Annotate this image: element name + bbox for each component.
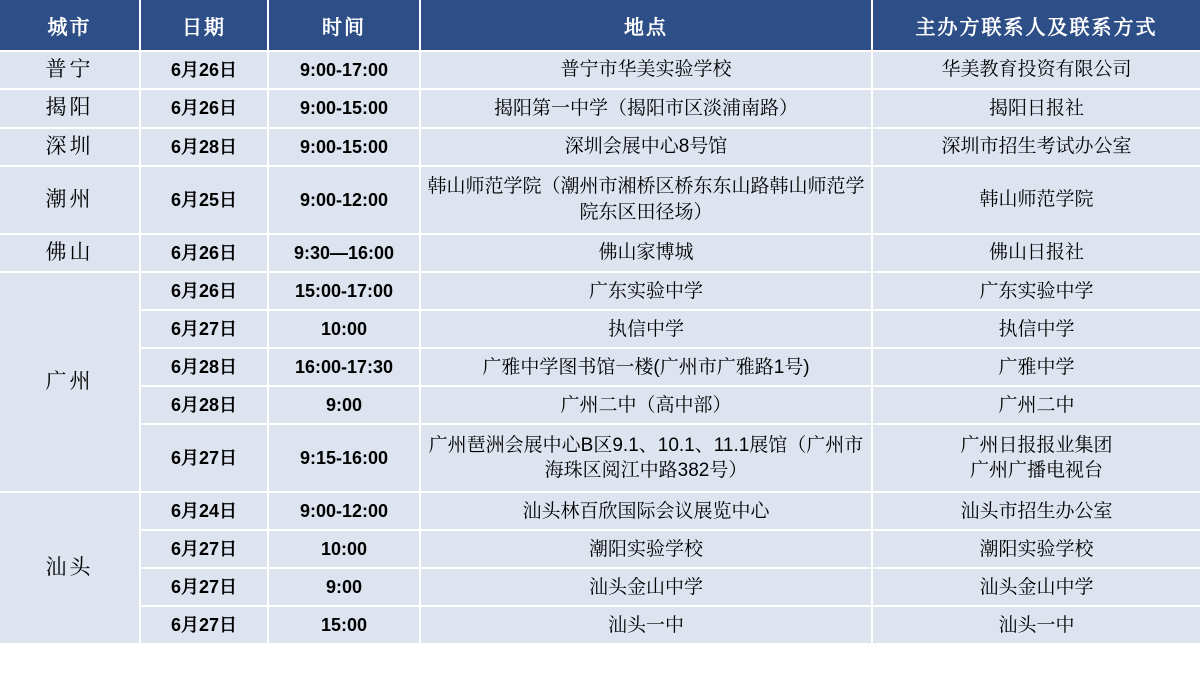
cell-place: 韩山师范学院（潮州市湘桥区桥东东山路韩山师范学院东区田径场） <box>420 166 872 234</box>
cell-organizer: 广州二中 <box>872 386 1200 424</box>
cell-time: 9:00-12:00 <box>268 492 420 530</box>
table-row <box>0 89 1200 127</box>
cell-city: 潮州 <box>0 166 140 234</box>
cell-place: 广东实验中学 <box>420 272 872 310</box>
table-row <box>0 568 1200 606</box>
cell-date: 6月25日 <box>140 166 268 234</box>
table-row <box>0 310 1200 348</box>
cell-organizer: 佛山日报社 <box>872 234 1200 272</box>
cell-date: 6月28日 <box>140 386 268 424</box>
cell-city: 深圳 <box>0 128 140 166</box>
cell-organizer: 广雅中学 <box>872 348 1200 386</box>
table-row <box>0 166 1200 234</box>
cell-place: 汕头一中 <box>420 606 872 644</box>
table-row <box>0 272 1200 310</box>
cell-date: 6月28日 <box>140 348 268 386</box>
cell-organizer <box>872 424 1200 492</box>
cell-time: 9:00-17:00 <box>268 51 420 89</box>
cell-organizer: 韩山师范学院 <box>872 166 1200 234</box>
cell-place: 广州琶洲会展中心B区9.1、10.1、11.1展馆（广州市海珠区阅江中路382号） <box>420 424 872 492</box>
table-row <box>0 234 1200 272</box>
organizer-line-2: 广州广播电视台 <box>969 460 1103 482</box>
cell-time: 9:00 <box>268 386 420 424</box>
cell-organizer: 潮阳实验学校 <box>872 530 1200 568</box>
cell-date: 6月28日 <box>140 128 268 166</box>
cell-time: 10:00 <box>268 530 420 568</box>
table-row <box>0 424 1200 492</box>
cell-date: 6月27日 <box>140 606 268 644</box>
cell-city: 普宁 <box>0 51 140 89</box>
table-row <box>0 348 1200 386</box>
cell-city: 揭阳 <box>0 89 140 127</box>
table-row <box>0 492 1200 530</box>
column-header-city: 城市 <box>0 0 140 51</box>
header-row <box>0 0 1200 51</box>
cell-date: 6月27日 <box>140 310 268 348</box>
cell-date: 6月27日 <box>140 424 268 492</box>
table-body <box>0 51 1200 644</box>
cell-place: 执信中学 <box>420 310 872 348</box>
cell-city: 广州 <box>0 272 140 492</box>
cell-organizer: 揭阳日报社 <box>872 89 1200 127</box>
table-row <box>0 386 1200 424</box>
cell-date: 6月26日 <box>140 51 268 89</box>
cell-date: 6月26日 <box>140 89 268 127</box>
cell-place: 广雅中学图书馆一楼(广州市广雅路1号) <box>420 348 872 386</box>
cell-time: 9:15-16:00 <box>268 424 420 492</box>
cell-organizer: 汕头金山中学 <box>872 568 1200 606</box>
cell-place: 汕头林百欣国际会议展览中心 <box>420 492 872 530</box>
table-row <box>0 606 1200 644</box>
column-header-date: 日期 <box>140 0 268 51</box>
cell-organizer: 广东实验中学 <box>872 272 1200 310</box>
cell-time: 16:00-17:30 <box>268 348 420 386</box>
table-header <box>0 0 1200 51</box>
cell-organizer: 汕头市招生办公室 <box>872 492 1200 530</box>
cell-date: 6月24日 <box>140 492 268 530</box>
cell-place: 深圳会展中心8号馆 <box>420 128 872 166</box>
cell-place: 汕头金山中学 <box>420 568 872 606</box>
cell-place: 普宁市华美实验学校 <box>420 51 872 89</box>
cell-organizer: 汕头一中 <box>872 606 1200 644</box>
column-header-place: 地点 <box>420 0 872 51</box>
cell-place: 佛山家博城 <box>420 234 872 272</box>
cell-time: 9:00-15:00 <box>268 89 420 127</box>
cell-time: 9:00 <box>268 568 420 606</box>
cell-date: 6月26日 <box>140 272 268 310</box>
cell-place: 潮阳实验学校 <box>420 530 872 568</box>
organizer-line-1: 广州日报报业集团 <box>960 434 1113 456</box>
column-header-time: 时间 <box>268 0 420 51</box>
cell-time: 15:00-17:00 <box>268 272 420 310</box>
cell-date: 6月26日 <box>140 234 268 272</box>
cell-organizer: 执信中学 <box>872 310 1200 348</box>
column-header-organizer: 主办方联系人及联系方式 <box>872 0 1200 51</box>
cell-city: 佛山 <box>0 234 140 272</box>
cell-time: 15:00 <box>268 606 420 644</box>
cell-place: 揭阳第一中学（揭阳市区淡浦南路） <box>420 89 872 127</box>
cell-place: 广州二中（高中部） <box>420 386 872 424</box>
cell-date: 6月27日 <box>140 530 268 568</box>
cell-time: 9:30—16:00 <box>268 234 420 272</box>
table-row <box>0 128 1200 166</box>
table-row <box>0 530 1200 568</box>
cell-city: 汕头 <box>0 492 140 644</box>
cell-time: 9:00-15:00 <box>268 128 420 166</box>
cell-time: 9:00-12:00 <box>268 166 420 234</box>
cell-organizer: 华美教育投资有限公司 <box>872 51 1200 89</box>
table-row <box>0 51 1200 89</box>
cell-organizer: 深圳市招生考试办公室 <box>872 128 1200 166</box>
cell-time: 10:00 <box>268 310 420 348</box>
cell-date: 6月27日 <box>140 568 268 606</box>
